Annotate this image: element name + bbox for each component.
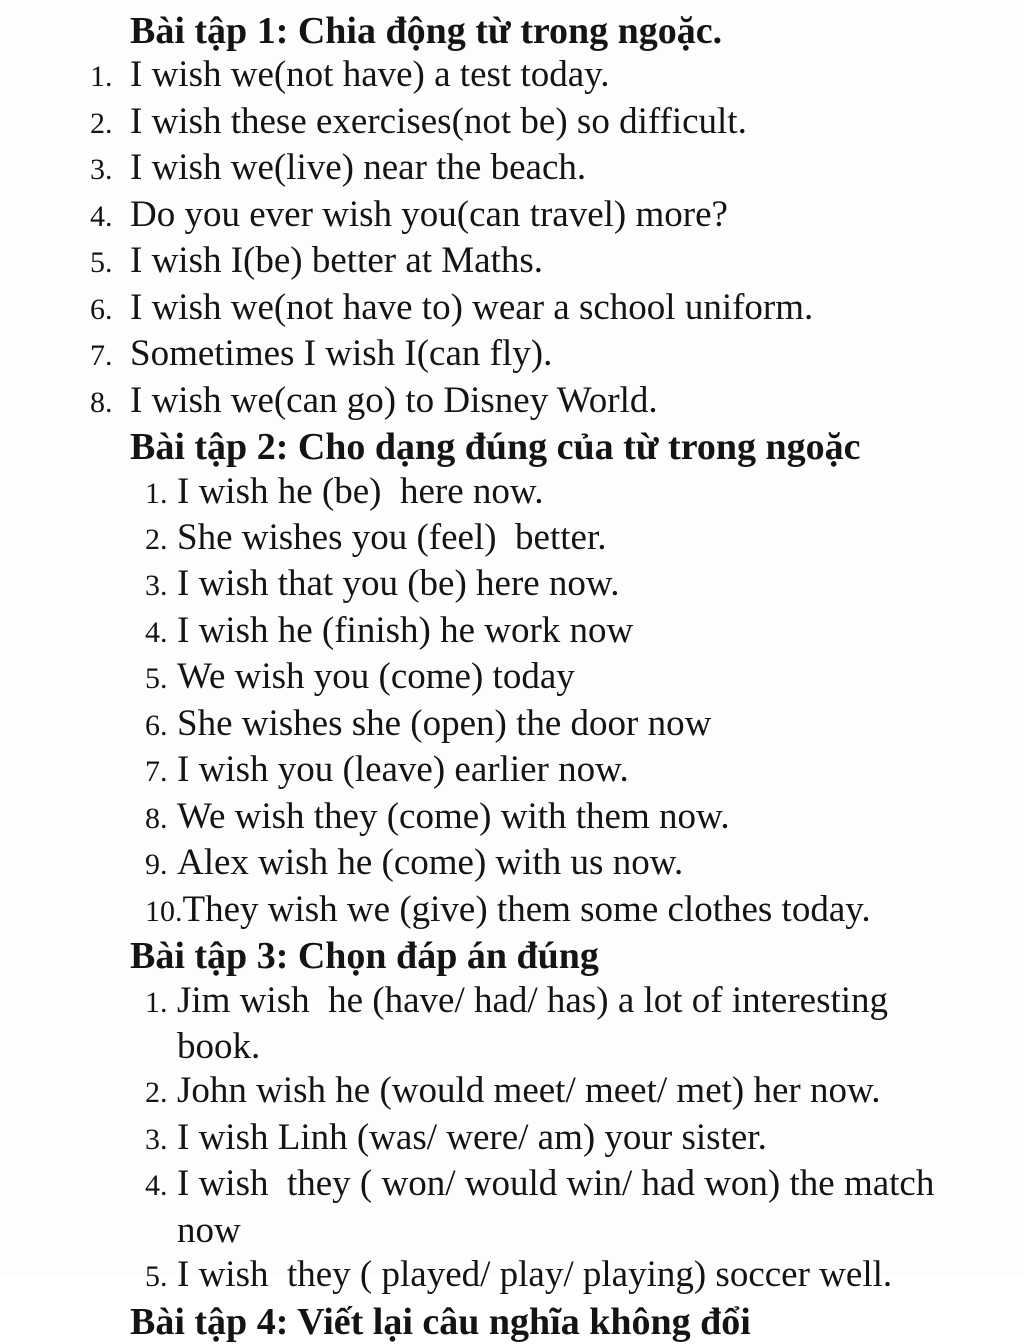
exercise-2-item-6 <box>0 702 1024 748</box>
item-text: I wish they ( won/ would win/ had won) the match <box>177 1163 935 1205</box>
item-number: 5. <box>145 662 168 696</box>
exercise-2-item-1 <box>0 470 1024 516</box>
exercise-1-heading: Bài tập 1: Chia động từ trong ngoặc. <box>130 10 723 52</box>
item-number: 2. <box>90 106 113 140</box>
exercise-1-item-2 <box>0 100 1024 146</box>
exercise-1-item-6 <box>0 286 1024 332</box>
exercise-1-item-7 <box>0 332 1024 378</box>
item-number: 7. <box>90 339 113 373</box>
item-text: I wish he (be) here now. <box>177 470 544 512</box>
item-text: I wish that you (be) here now. <box>177 563 620 605</box>
exercise-3-item-1-continuation: book. <box>177 1025 261 1067</box>
item-number: 1. <box>145 476 168 510</box>
item-number: 2. <box>145 1076 168 1110</box>
item-text: Do you ever wish you(can travel) more? <box>130 193 728 235</box>
item-number: 8. <box>90 385 113 419</box>
item-text: They wish we (give) them some clothes today. <box>182 888 871 930</box>
exercise-3-item-4-continuation: now <box>177 1209 241 1251</box>
exercise-3-item-3 <box>0 1116 1024 1162</box>
item-text: I wish we(can go) to Disney World. <box>130 379 658 421</box>
exercise-2-item-5 <box>0 655 1024 701</box>
item-text: Jim wish he (have/ had/ has) a lot of interesting <box>177 979 889 1021</box>
item-number: 3. <box>90 153 113 187</box>
item-text: We wish they (come) with them now. <box>177 795 730 837</box>
item-number: 9. <box>145 848 168 882</box>
item-number: 1. <box>90 60 113 94</box>
item-number: 6. <box>145 708 168 742</box>
exercise-3-item-1 <box>0 979 1024 1025</box>
item-text: I wish they ( played/ play/ playing) soccer well. <box>177 1254 893 1296</box>
exercise-3-item-4 <box>0 1162 1024 1208</box>
item-number: 6. <box>90 292 113 326</box>
item-number: 5. <box>145 1260 168 1294</box>
exercise-2-item-4 <box>0 609 1024 655</box>
exercise-2-item-10 <box>0 888 1024 934</box>
item-number: 10. <box>145 894 183 928</box>
item-text: John wish he (would meet/ meet/ met) her now. <box>177 1070 881 1112</box>
item-text: I wish Linh (was/ were/ am) your sister. <box>177 1116 767 1158</box>
item-text: I wish we(not have to) wear a school uniform. <box>130 286 814 328</box>
exercise-2-item-2 <box>0 516 1024 562</box>
item-number: 4. <box>145 615 168 649</box>
item-number: 7. <box>145 755 168 789</box>
item-text: She wishes she (open) the door now <box>177 702 712 744</box>
item-number: 5. <box>90 246 113 280</box>
exercise-1-item-8 <box>0 379 1024 425</box>
item-number: 4. <box>90 199 113 233</box>
exercise-2-item-9 <box>0 841 1024 887</box>
exercise-1-item-1 <box>0 53 1024 99</box>
item-text: Alex wish he (come) with us now. <box>177 842 684 884</box>
item-number: 4. <box>145 1169 168 1203</box>
item-text: I wish you (leave) earlier now. <box>177 749 629 791</box>
exercise-2-item-8 <box>0 795 1024 841</box>
item-number: 3. <box>145 569 168 603</box>
item-text: I wish we(live) near the beach. <box>130 147 587 189</box>
item-number: 2. <box>145 522 168 556</box>
exercise-2-heading: Bài tập 2: Cho dạng đúng của từ trong ngoặc <box>130 426 861 469</box>
item-text: I wish we(not have) a test today. <box>130 54 610 96</box>
item-number: 8. <box>145 801 168 835</box>
item-number: 3. <box>145 1122 168 1156</box>
exercise-3-heading: Bài tập 3: Chọn đáp án đúng <box>130 935 599 978</box>
exercise-1-item-5 <box>0 239 1024 285</box>
exercise-3-item-5 <box>0 1253 1024 1299</box>
exercise-2-item-7 <box>0 748 1024 794</box>
exercise-3-item-2 <box>0 1069 1024 1115</box>
exercise-2-item-3 <box>0 562 1024 608</box>
exercise-4-heading: Bài tập 4: Viết lại câu nghĩa không đổi <box>130 1300 751 1343</box>
item-text: We wish you (come) today <box>177 656 575 698</box>
item-number: 1. <box>145 985 168 1019</box>
item-text: I wish I(be) better at Maths. <box>130 240 544 282</box>
item-text: I wish these exercises(not be) so difficult. <box>130 100 747 142</box>
item-text: She wishes you (feel) better. <box>177 516 607 558</box>
exercise-1-item-3 <box>0 146 1024 192</box>
exercise-1-item-4 <box>0 193 1024 239</box>
item-text: Sometimes I wish I(can fly). <box>130 333 553 375</box>
item-text: I wish he (finish) he work now <box>177 609 634 651</box>
